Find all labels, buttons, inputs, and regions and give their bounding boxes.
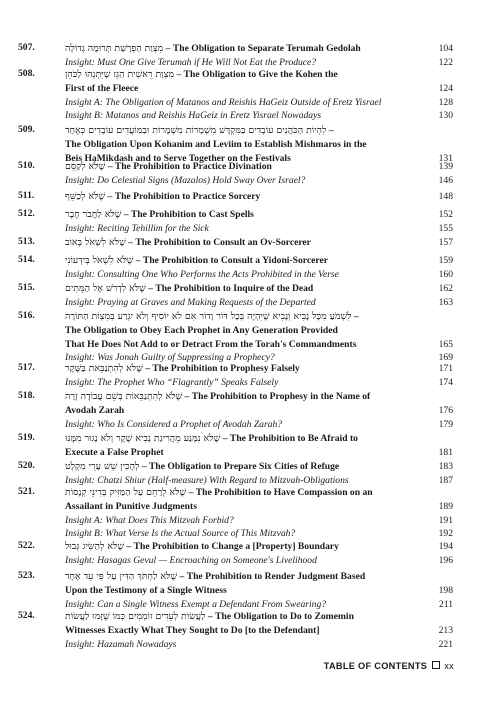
entry-title	[65, 540, 420, 554]
hebrew-title: שֶׁלֹּא לִשְׁאֹל בְּאוֹב	[65, 237, 126, 248]
page-number: 181	[438, 446, 453, 458]
page-number: 159	[438, 255, 453, 266]
page-number: 189	[438, 500, 453, 512]
page-number: 176	[438, 404, 453, 416]
entry-line	[0, 109, 500, 123]
entry-number: 507.	[18, 42, 35, 53]
english-title: – The Prohibition to Prophesy in the Name of	[182, 391, 371, 402]
entry-title	[65, 514, 420, 528]
hebrew-title: שֶׁלֹּא לְהַשִּׂיג גְּבוּל	[65, 541, 124, 552]
entry-title	[65, 390, 420, 404]
entry-number: 518.	[18, 390, 35, 401]
entry-line	[0, 390, 500, 404]
entry-title	[65, 310, 420, 324]
english-title: The Obligation Upon Kohanim and Leviim to Establish Mishmaros in the	[65, 138, 367, 150]
entry-line	[0, 296, 500, 310]
english-title: – The Prohibition to Cast Spells	[121, 209, 254, 220]
entry-title	[65, 208, 420, 222]
entry-line	[0, 82, 500, 96]
entry-title	[65, 174, 420, 188]
entry-line	[0, 500, 500, 514]
entry-title	[65, 109, 420, 123]
hebrew-title: שֶׁלֹּא לְרַחֵם עַל הַמַּזִּיק בְּדִינֵי קְנָסוֹת	[65, 487, 187, 498]
entry-line	[0, 554, 500, 568]
hebrew-title: שֶׁלֹּא לַחֲבֹר חֶבֶר	[65, 209, 122, 220]
entry-number: 517.	[18, 362, 35, 373]
insight-text: Insight: Consulting One Who Performs the Acts Prohibited in the Verse	[65, 268, 339, 280]
entry-line	[0, 446, 500, 460]
insight-text: Insight B: What Verse Is the Actual Source of This Mitzvah?	[65, 528, 296, 540]
entry-title	[65, 236, 420, 250]
entry-title	[65, 376, 420, 390]
hebrew-title: שֶׁלֹּא לִדְרֹשׁ אֶל הַמֵּתִים	[65, 283, 146, 294]
entry-line	[0, 624, 500, 638]
english-title: – The Prohibition to Prophesy Falsely	[142, 363, 300, 374]
entry-number: 520.	[18, 460, 35, 471]
entry-title	[65, 42, 420, 56]
english-title: –	[326, 125, 334, 136]
entry-title	[65, 638, 420, 652]
english-title: Beis HaMikdash and to Serve Together on the Festivals	[65, 152, 291, 164]
entry-title	[65, 584, 420, 598]
insight-text: Insight: Was Jonah Guilty of Suppressing a Prophecy?	[65, 352, 275, 364]
hebrew-title: מִצְוַת הַפְרָשַׁת תְּרוּמָה גְדוֹלָה	[65, 43, 164, 54]
entry-title	[65, 190, 420, 204]
entry-number: 514.	[18, 254, 35, 265]
entry-title	[65, 554, 420, 568]
english-title: – The Prohibition to Change a [Property] Boundary	[123, 541, 339, 552]
page-number: 196	[438, 554, 453, 566]
english-title: Assailant in Punitive Judgments	[65, 500, 197, 512]
entry-title	[65, 362, 420, 376]
page-number: 171	[438, 363, 453, 374]
english-title: Witnesses Exactly What They Sought to Do [to the Defendant]	[65, 624, 320, 636]
entry-number: 511.	[18, 190, 35, 201]
hebrew-title: שֶׁלֹּא לְכַשֵּׁף	[65, 191, 106, 202]
english-title: – The Prohibition to Inquire of the Dead	[145, 283, 314, 294]
page-number: 131	[438, 152, 453, 164]
page-number: 179	[438, 418, 453, 430]
english-title: Upon the Testimony of a Single Witness	[65, 584, 227, 596]
entry-line	[0, 254, 500, 268]
entry-line	[0, 432, 500, 446]
entry-line	[0, 68, 500, 82]
insight-text: Insight: Chatzi Shiur (Half-measure) With Regard to Mitzvah-Obligations	[65, 474, 349, 486]
insight-text: Insight: Who Is Considered a Prophet of Avodah Zarah?	[65, 418, 283, 430]
page-number: 198	[438, 584, 453, 596]
hebrew-title: שֶׁלֹּא נִמָּנַע מֵהֲרִיגַת נְבִיא שֶׁקֶר וְלֹא נָגוּר מִמֶּנּוּ	[65, 433, 221, 444]
page-number: 122	[438, 56, 453, 68]
entry-number: 523.	[18, 570, 35, 581]
insight-text: Insight: Hazamah Nowadays	[65, 638, 177, 650]
entry-line	[0, 610, 500, 624]
page-number: 183	[438, 461, 453, 472]
page-number: 187	[438, 474, 453, 486]
entry-line	[0, 460, 500, 474]
page-number: 174	[438, 376, 453, 388]
entry-line	[0, 124, 500, 138]
entry-title	[65, 254, 420, 268]
entry-title	[65, 82, 420, 96]
entry-title	[65, 282, 420, 296]
english-title: – The Obligation to Prepare Six Cities of Refuge	[139, 461, 340, 472]
entry-line	[0, 138, 500, 152]
english-title: – The Prohibition to Consult an Ov-Sorcerer	[125, 237, 311, 248]
entry-line	[0, 584, 500, 598]
insight-text: Insight B: Matanos and Reishis HaGeiz in Eretz Yisrael Nowadays	[65, 110, 322, 122]
entry-title	[65, 624, 420, 638]
entry-title	[65, 446, 420, 460]
entry-title	[65, 570, 420, 584]
entry-title	[65, 138, 420, 152]
entry-line	[0, 514, 500, 528]
hebrew-title: שֶׁלֹּא לְהִתְנַבֵּאת בַּשֶּׁקֶר	[65, 363, 143, 374]
hebrew-title: מִצְוַת רֵאשִׁית הַגֵּז שֶׁיִּתְּנֵהוּ לַכֹּהֵן	[65, 69, 175, 80]
page-number: 152	[438, 209, 453, 220]
entry-line	[0, 268, 500, 282]
entry-number: 513.	[18, 236, 35, 247]
entry-title	[65, 404, 420, 418]
page-number: 157	[438, 237, 453, 248]
hebrew-title: לִהְיוֹת הַכֹּהֲנִים עוֹבְדִים בַּמִּקְדָּשׁ מִשְׁמָרוֹת מִשְׁמָרוֹת וּבַמּוֹעֲדִים עוֹבְדִים כְּאֶחָד	[65, 125, 327, 136]
page-number: 191	[438, 514, 453, 526]
entry-title	[65, 222, 420, 236]
insight-text: Insight: Do Celestial Signs (Mazalos) Hold Sway Over Israel?	[65, 174, 306, 186]
hebrew-title: שֶׁלֹּא לַחְתֹּךְ הַדִּין עַל פִּי עֵד אֶחָד	[65, 571, 178, 582]
hebrew-title: לְהָכִין שֵׁשׁ עָרֵי מִקְלָט	[65, 461, 140, 472]
entry-title	[65, 268, 420, 282]
page-number: 162	[438, 283, 453, 294]
english-title: – The Prohibition to Consult a Yidoni-Sorcerer	[133, 255, 328, 266]
page-number: 155	[438, 222, 453, 234]
entry-number: 515.	[18, 282, 35, 293]
english-title: – The Obligation to Separate Terumah Gedolah	[163, 43, 361, 54]
entry-number: 516.	[18, 310, 35, 321]
footer-label: TABLE OF CONTENTS	[323, 661, 428, 671]
entry-title	[65, 96, 420, 110]
hebrew-title: שֶׁלֹּא לְהִתְנַבֵּאוֹת בְּשֵׁם עֲבוֹדָה זָרָה	[65, 391, 183, 402]
english-title: Avodah Zarah	[65, 404, 125, 416]
entry-line	[0, 404, 500, 418]
page-number: 146	[438, 174, 453, 186]
hebrew-title: לִשְׁמֹעַ מִכָּל נָבִיא וְנָבִיא שֶׁיִּהְיֶה בְּכָל דּוֹר וָדוֹר אִם לֹא יוֹסִיף וְלֹא יִגְרַע בְּמִצְוֹת הַתּוֹרָה	[65, 311, 352, 322]
entry-line	[0, 418, 500, 432]
insight-text: Insight A: What Does This Mitzvah Forbid?	[65, 514, 234, 526]
english-title: – The Prohibition to Practice Sorcery	[105, 191, 261, 202]
english-title: – The Prohibition to Be Afraid to	[220, 433, 358, 444]
page-number: 160	[438, 268, 453, 280]
insight-text: Insight: Praying at Graves and Making Requests of the Departed	[65, 296, 316, 308]
page-number: 130	[438, 110, 453, 122]
entry-number: 508.	[18, 68, 35, 79]
entry-title	[65, 68, 420, 82]
entry-title	[65, 610, 420, 624]
entry-title	[65, 124, 420, 138]
entry-number: 521.	[18, 486, 35, 497]
entry-line	[0, 310, 500, 324]
page-number: 124	[438, 82, 453, 94]
entry-line	[0, 570, 500, 584]
entry-title	[65, 160, 420, 174]
entry-title	[65, 432, 420, 446]
entry-line	[0, 638, 500, 652]
english-title: – The Prohibition to Have Compassion on an	[186, 487, 373, 498]
page-number: 148	[438, 191, 453, 202]
page-number: 213	[438, 624, 453, 636]
english-title: That He Does Not Add to or Detract From the Torah's Commandments	[65, 338, 357, 350]
page-number: 192	[438, 528, 453, 540]
page-number: 128	[438, 96, 453, 108]
english-title: Execute a False Prophet	[65, 446, 164, 458]
entry-title	[65, 500, 420, 514]
entry-title	[65, 486, 420, 500]
entry-line	[0, 160, 500, 174]
entry-number: 519.	[18, 432, 35, 443]
english-title: – The Prohibition to Render Judgment Based	[177, 571, 366, 582]
english-title: – The Obligation to Do to Zomemin	[205, 611, 354, 622]
entry-title	[65, 338, 420, 352]
entry-line	[0, 362, 500, 376]
insight-text: Insight: Must One Give Terumah if He Will Not Eat the Produce?	[65, 56, 317, 68]
hebrew-title: שֶׁלֹּא לְקַסֵּם	[65, 161, 106, 172]
entry-line	[0, 324, 500, 338]
entry-number: 524.	[18, 610, 35, 621]
page-number: 139	[438, 161, 453, 172]
insight-text: Insight: Reciting Tehillim for the Sick	[65, 222, 209, 234]
page-number: 221	[438, 638, 453, 650]
insight-text: Insight: The Prophet Who “Flagrantly” Speaks Falsely	[65, 376, 279, 388]
entry-number: 509.	[18, 124, 35, 135]
english-title: First of the Fleece	[65, 82, 139, 94]
entry-line	[0, 208, 500, 222]
insight-text: Insight: Can a Single Witness Exempt a Defendant From Swearing?	[65, 598, 327, 610]
page-footer	[324, 661, 454, 671]
page-number: 165	[438, 338, 453, 350]
entry-number: 512.	[18, 208, 35, 219]
entry-line	[0, 282, 500, 296]
entry-line	[0, 376, 500, 390]
entry-line	[0, 42, 500, 56]
page-number: 211	[438, 598, 453, 610]
insight-text: Insight: Hasagas Gevul — Encroaching on Someone's Livelihood	[65, 554, 317, 566]
footer-page-number: xx	[444, 661, 454, 671]
hebrew-title: שֶׁלֹּא לִשְׁאֹל בְּיִדְּעוֹנִי	[65, 255, 134, 266]
english-title: The Obligation to Obey Each Prophet in Any Generation Provided	[65, 324, 338, 336]
entry-title	[65, 296, 420, 310]
english-title: – The Obligation to Give the Kohen the	[174, 69, 338, 80]
entry-line	[0, 338, 500, 352]
english-title: – The Prohibition to Practice Divination	[105, 161, 272, 172]
insight-text: Insight A: The Obligation of Matanos and Reishis HaGeiz Outside of Eretz Yisrael	[65, 96, 382, 108]
entry-title	[65, 418, 420, 432]
page-number: 104	[438, 43, 453, 54]
page-number: 163	[438, 296, 453, 308]
page-number: 194	[438, 541, 453, 552]
entry-title	[65, 460, 420, 474]
page-number: 169	[438, 352, 453, 364]
hebrew-title: לַעֲשׂוֹת לְעֵדִים זוֹמְמִים כְּמוֹ שֶׁזָּמוּ לַעֲשׂוֹת	[65, 611, 206, 622]
entry-line	[0, 486, 500, 500]
english-title: –	[351, 311, 359, 322]
entry-line	[0, 174, 500, 188]
entry-line	[0, 236, 500, 250]
square-ornament-icon	[432, 661, 440, 669]
entry-line	[0, 190, 500, 204]
entry-number: 522.	[18, 540, 35, 551]
entry-title	[65, 324, 420, 338]
entry-number: 510.	[18, 160, 35, 171]
entry-line	[0, 540, 500, 554]
entry-line	[0, 96, 500, 110]
entry-line	[0, 222, 500, 236]
